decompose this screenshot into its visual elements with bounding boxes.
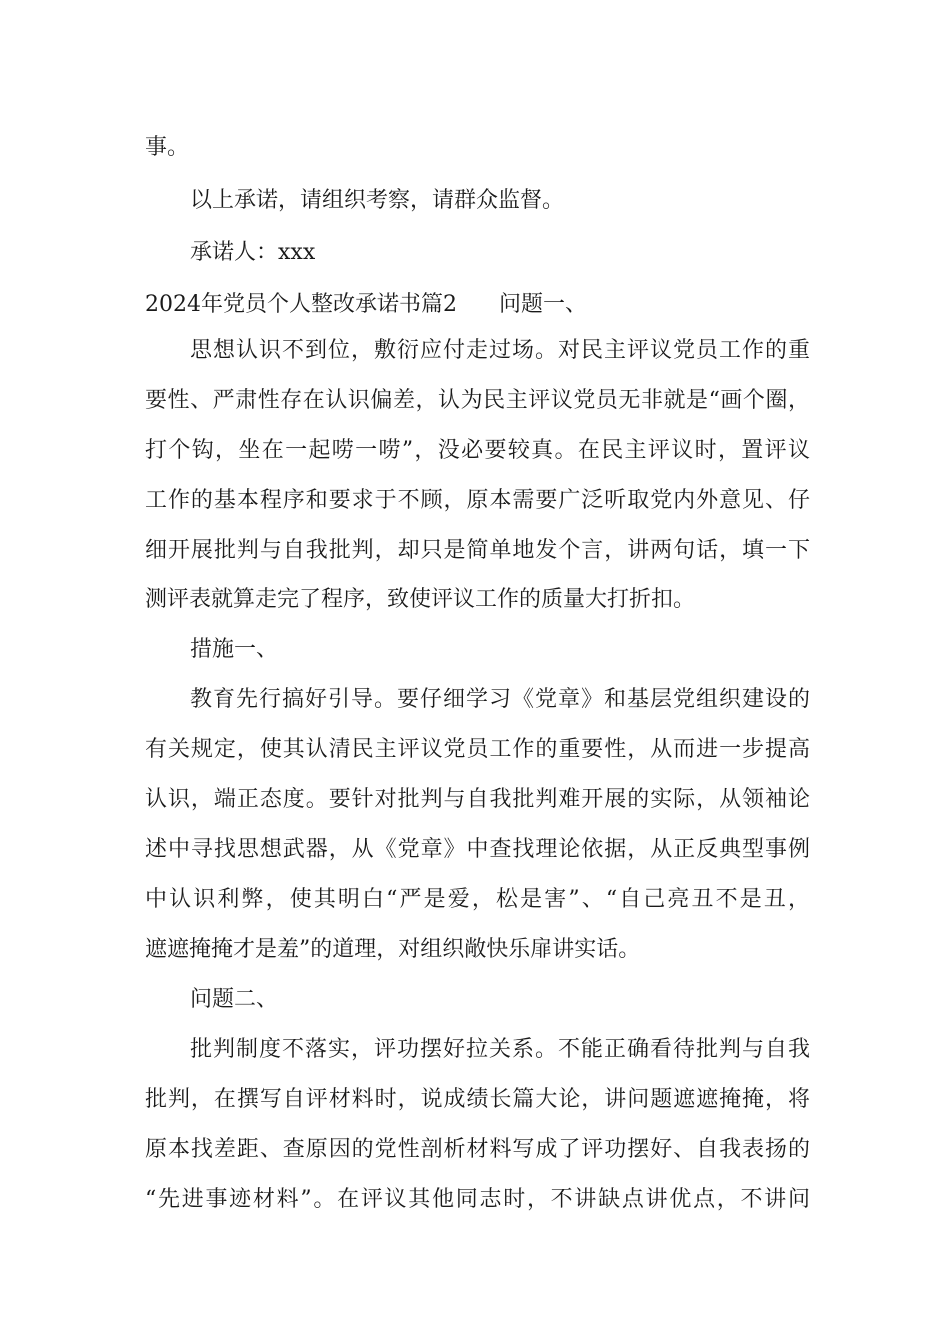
- signatory-line: 承诺人：xxx: [190, 240, 316, 265]
- paragraph-line: 思想认识不到位，敷衍应付走过场。对民主评议党员工作的重: [190, 338, 810, 363]
- paragraph-line: 打个钩，坐在一起唠一唠”，没必要较真。在民主评议时，置评议: [145, 438, 810, 463]
- paragraph-line: 批判，在撰写自评材料时，说成绩长篇大论，讲问题遮遮掩掩，将: [145, 1087, 810, 1112]
- section-heading-line: [145, 290, 810, 320]
- section-title: 2024年党员个人整改承诺书篇2: [145, 292, 457, 317]
- problem-one-label: 问题一、: [499, 292, 588, 317]
- text-line-1: 事。: [145, 135, 190, 160]
- commitment-closing: 以上承诺，请组织考察，请群众监督。: [190, 188, 565, 213]
- problem-two-label: 问题二、: [190, 987, 279, 1012]
- paragraph-line: 原本找差距、查原因的党性剖析材料写成了评功摆好、自我表扬的: [145, 1137, 810, 1162]
- paragraph-line: 认识，端正态度。要针对批判与自我批判难开展的实际，从领袖论: [145, 787, 810, 812]
- paragraph-line: 批判制度不落实，评功摆好拉关系。不能正确看待批判与自我: [190, 1037, 810, 1062]
- paragraph-line: 要性、严肃性存在认识偏差，认为民主评议党员无非就是“画个圈，: [145, 388, 810, 413]
- paragraph-line: 述中寻找思想武器，从《党章》中查找理论依据，从正反典型事例: [145, 837, 810, 862]
- paragraph-line: 测评表就算走完了程序，致使评议工作的质量大打折扣。: [145, 587, 696, 612]
- paragraph-line: 有关规定，使其认清民主评议党员工作的重要性，从而进一步提高: [145, 737, 810, 762]
- measure-one-label: 措施一、: [190, 637, 279, 662]
- paragraph-line: 遮遮掩掩才是羞”的道理，对组织敞快乐扉讲实话。: [145, 937, 641, 962]
- paragraph-line: 教育先行搞好引导。要仔细学习《党章》和基层党组织建设的: [190, 687, 810, 712]
- paragraph-line: 细开展批判与自我批判，却只是简单地发个言，讲两句话，填一下: [145, 538, 810, 563]
- paragraph-line: 工作的基本程序和要求于不顾，原本需要广泛听取党内外意见、仔: [145, 488, 810, 513]
- paragraph-line: 中认识利弊，使其明白“严是爱，松是害”、“自己亮丑不是丑，: [145, 887, 810, 912]
- paragraph-line: “先进事迹材料”。在评议其他同志时，不讲缺点讲优点，不讲问: [145, 1187, 810, 1212]
